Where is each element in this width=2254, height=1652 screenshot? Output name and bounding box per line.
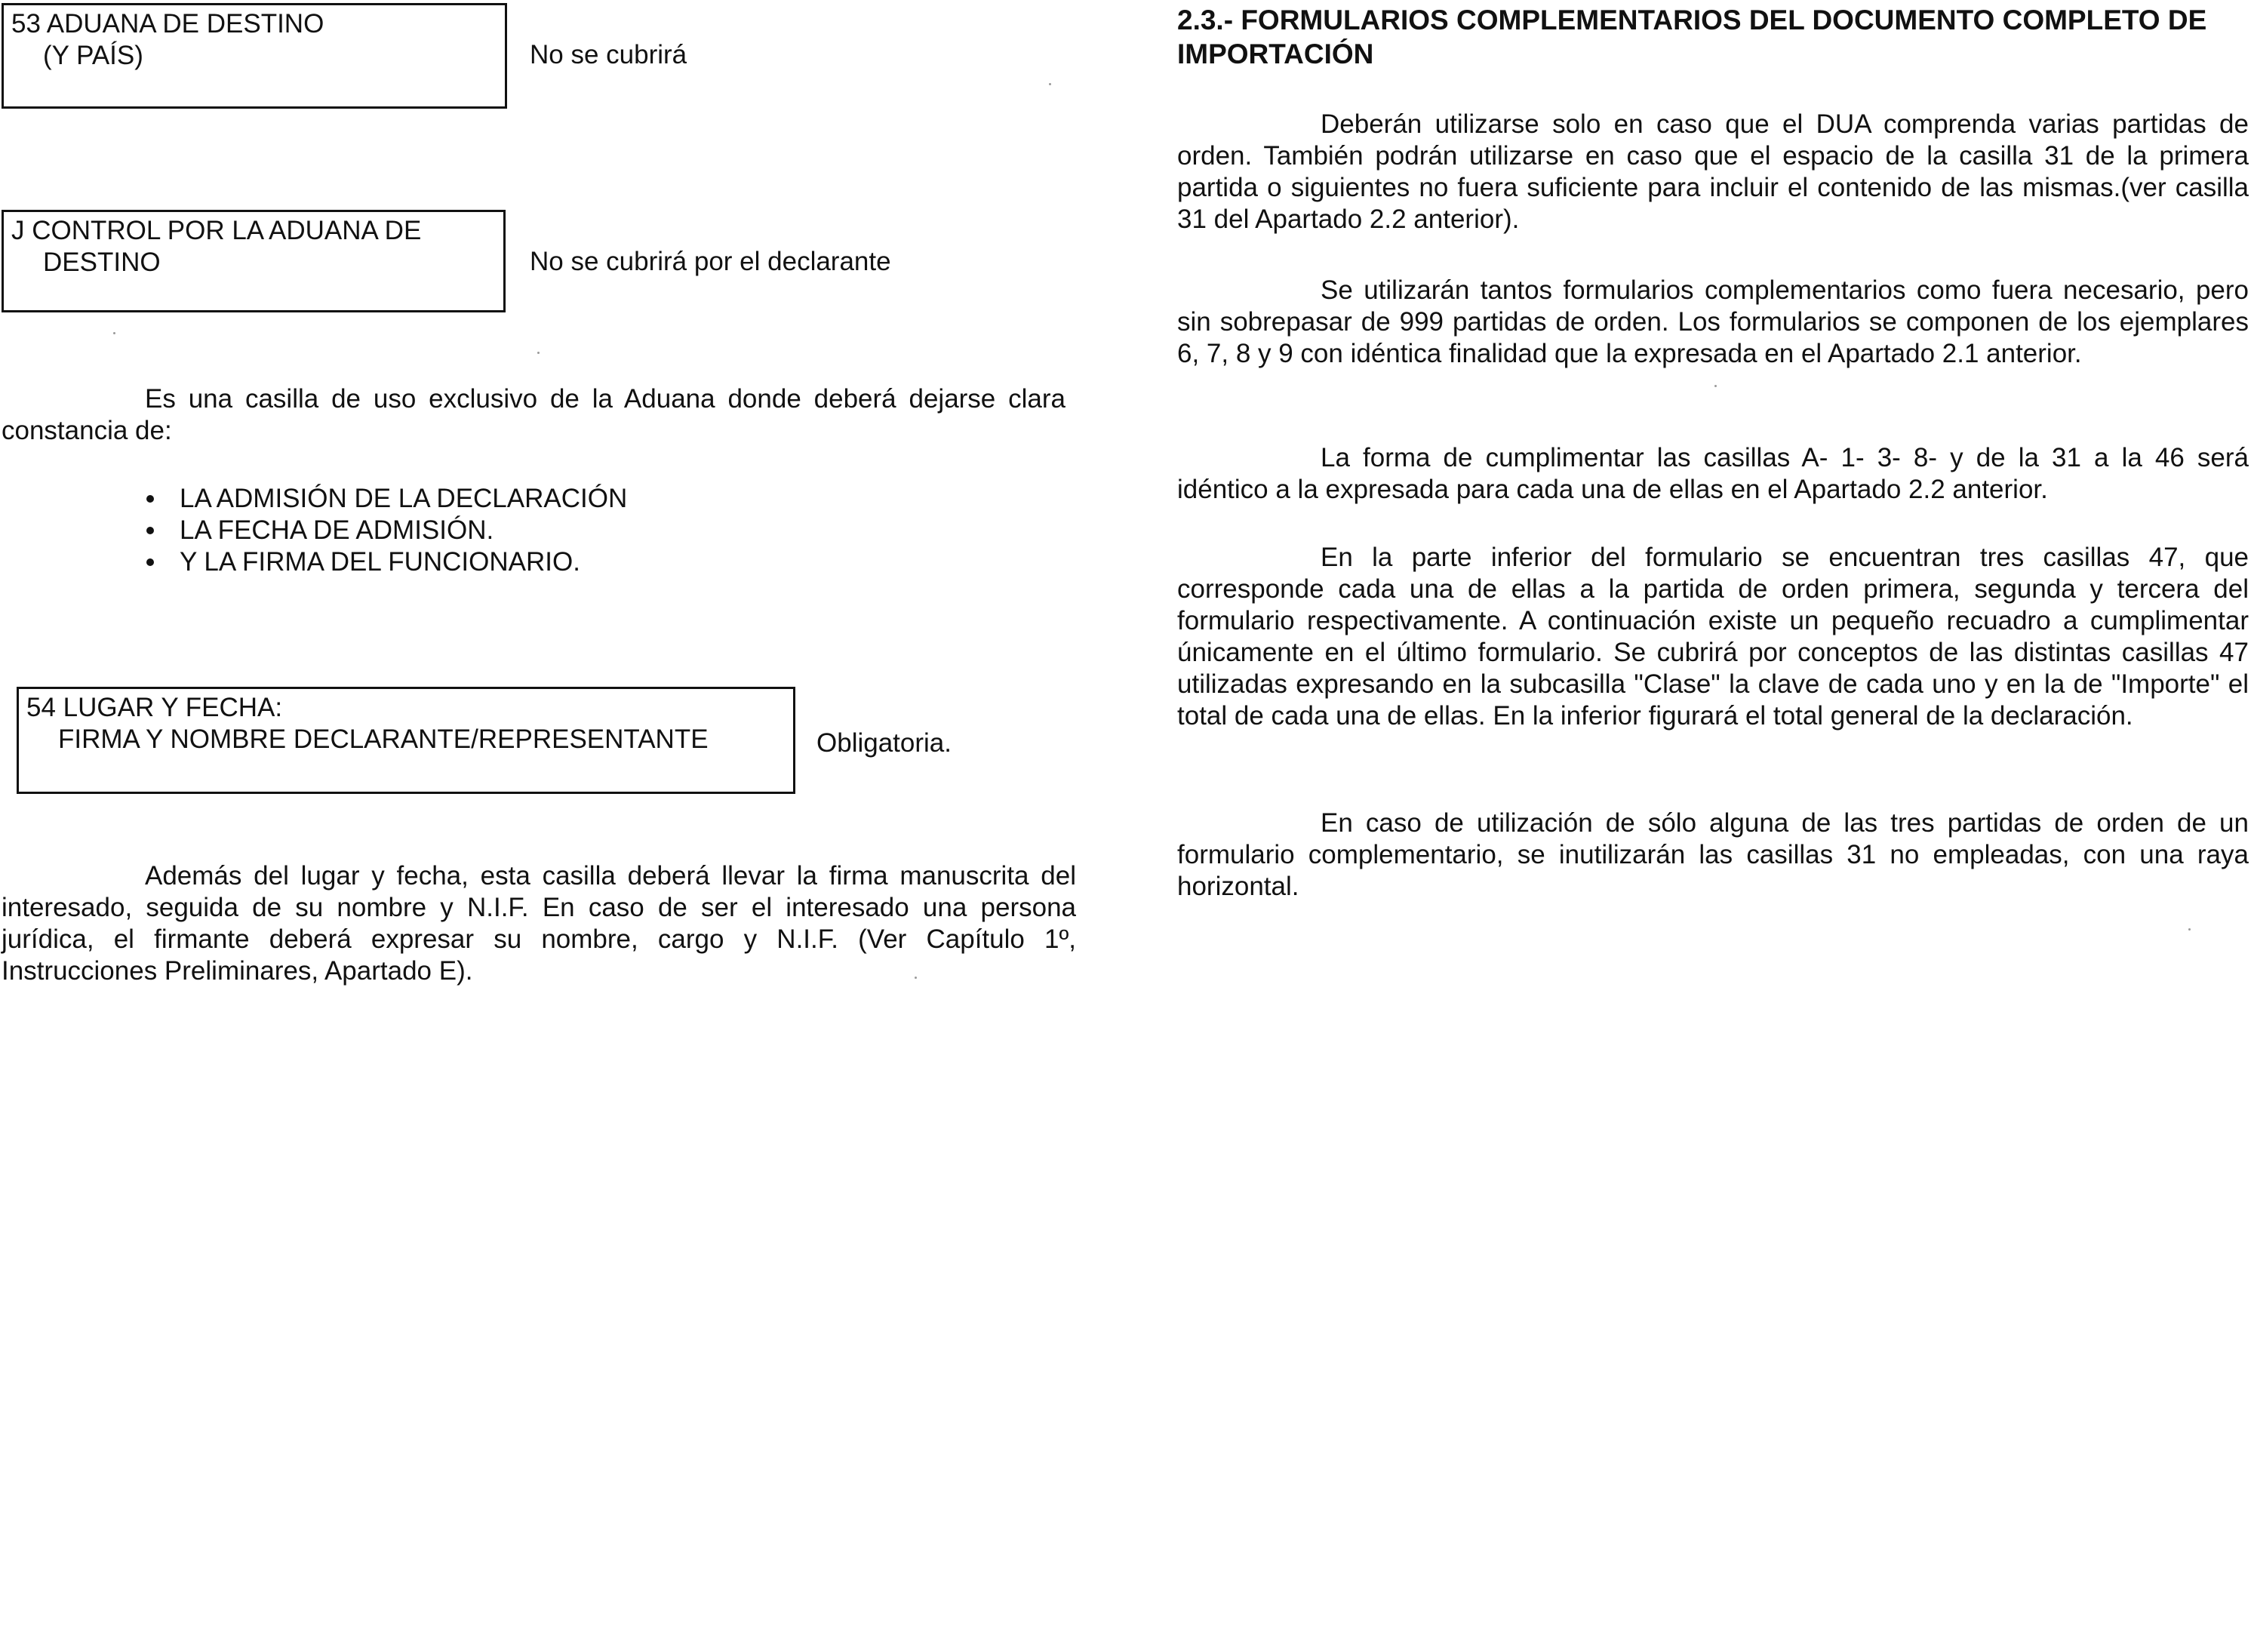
- box-54-lugar-fecha: [17, 687, 795, 794]
- bullet-item: Y LA FIRMA DEL FUNCIONARIO.: [140, 546, 819, 578]
- section-heading: 2.3.- FORMULARIOS COMPLEMENTARIOS DEL DOCUMENTO COMPLETO DE IMPORTACIÓN: [1177, 5, 2207, 69]
- paragraph-right-2: [1177, 275, 2249, 370]
- paragraph-right-1-text: Deberán utilizarse solo en caso que el DUA comprenda varias partidas de orden. También podrán utilizarse en caso que el espacio de la casilla 31 de la primera partida o siguientes no fuera suficiente para incluir el contenido de las mismas.(ver casilla 31 del Apartado 2.2 anterior).: [1177, 109, 2249, 234]
- box-53-title: 53 ADUANA DE DESTINO: [11, 9, 324, 38]
- paragraph-firma-text: Además del lugar y fecha, esta casilla deberá llevar la firma manuscrita del interesado, seguida de su nombre y N.I.F. En caso de ser el interesado una persona jurídica, el firmante deberá expresar su nombre, cargo y N.I.F. (Ver Capítulo 1º, Instrucciones Preliminares, Apartado E).: [2, 861, 1076, 986]
- paragraph-right-5-text: En caso de utilización de sólo alguna de las tres partidas de orden de un formulario complementario, se inutilizarán las casillas 31 no empleadas, con una raya horizontal.: [1177, 808, 2249, 901]
- bullet-item: LA ADMISIÓN DE LA DECLARACIÓN: [140, 483, 819, 515]
- box-53-aduana-destino: [2, 3, 507, 109]
- paragraph-right-2-text: Se utilizarán tantos formularios complementarios como fuera necesario, pero sin sobrepasar de 999 partidas de orden. Los formularios se componen de los ejemplares 6, 7, 8 y 9 con idéntica finalidad que la expresada en el Apartado 2.1 anterior.: [1177, 275, 2249, 368]
- box-54-title: 54 LUGAR Y FECHA:: [26, 693, 283, 722]
- paragraph-right-3: [1177, 442, 2249, 506]
- scan-speck: [1049, 83, 1051, 85]
- box-54-subtitle: FIRMA Y NOMBRE DECLARANTE/REPRESENTANTE: [58, 724, 709, 754]
- scan-speck: [113, 332, 115, 334]
- box-j-title: J CONTROL POR LA ADUANA DE: [11, 216, 422, 245]
- bullet-item: LA FECHA DE ADMISIÓN.: [140, 515, 819, 546]
- paragraph-firma: [2, 860, 1076, 987]
- paragraph-right-5: [1177, 808, 2249, 903]
- paragraph-admision-text: Es una casilla de uso exclusivo de la Aduana donde deberá dejarse clara constancia de:: [2, 384, 1065, 445]
- paragraph-right-4: [1177, 542, 2249, 732]
- paragraph-right-1: [1177, 109, 2249, 235]
- scan-speck: [1714, 385, 1717, 387]
- scan-speck: [2188, 928, 2191, 931]
- box-53-note: No se cubrirá: [530, 40, 687, 69]
- box-j-control-aduana: [2, 210, 506, 312]
- paragraph-right-3-text: La forma de cumplimentar las casillas A- 1- 3- 8- y de la 31 a la 46 será idéntico a la expresada para cada una de ellas en el Apartado 2.2 anterior.: [1177, 443, 2249, 504]
- paragraph-right-4-text: En la parte inferior del formulario se encuentran tres casillas 47, que corresponde cada una de ellas a la partida de orden primera, segunda y tercera del formulario respectivamente. A continuación existe un pequeño recuadro a cumplimentar únicamente en el último formulario. Se cubrirá por conceptos de las distintas casillas 47 utilizadas expresando en la subcasilla "Clase" la clave de cada uno y en la de "Importe" el total de cada una de ellas. En la inferior figurará el total general de la declaración.: [1177, 543, 2249, 731]
- box-j-subtitle: DESTINO: [43, 248, 161, 277]
- box-j-note: No se cubrirá por el declarante: [530, 247, 891, 276]
- box-54-note: Obligatoria.: [816, 728, 952, 758]
- scan-speck: [915, 977, 917, 979]
- scan-speck: [537, 352, 540, 354]
- box-53-subtitle: (Y PAÍS): [43, 41, 143, 70]
- paragraph-admision: [2, 383, 1065, 447]
- admision-bullet-list: [140, 483, 819, 578]
